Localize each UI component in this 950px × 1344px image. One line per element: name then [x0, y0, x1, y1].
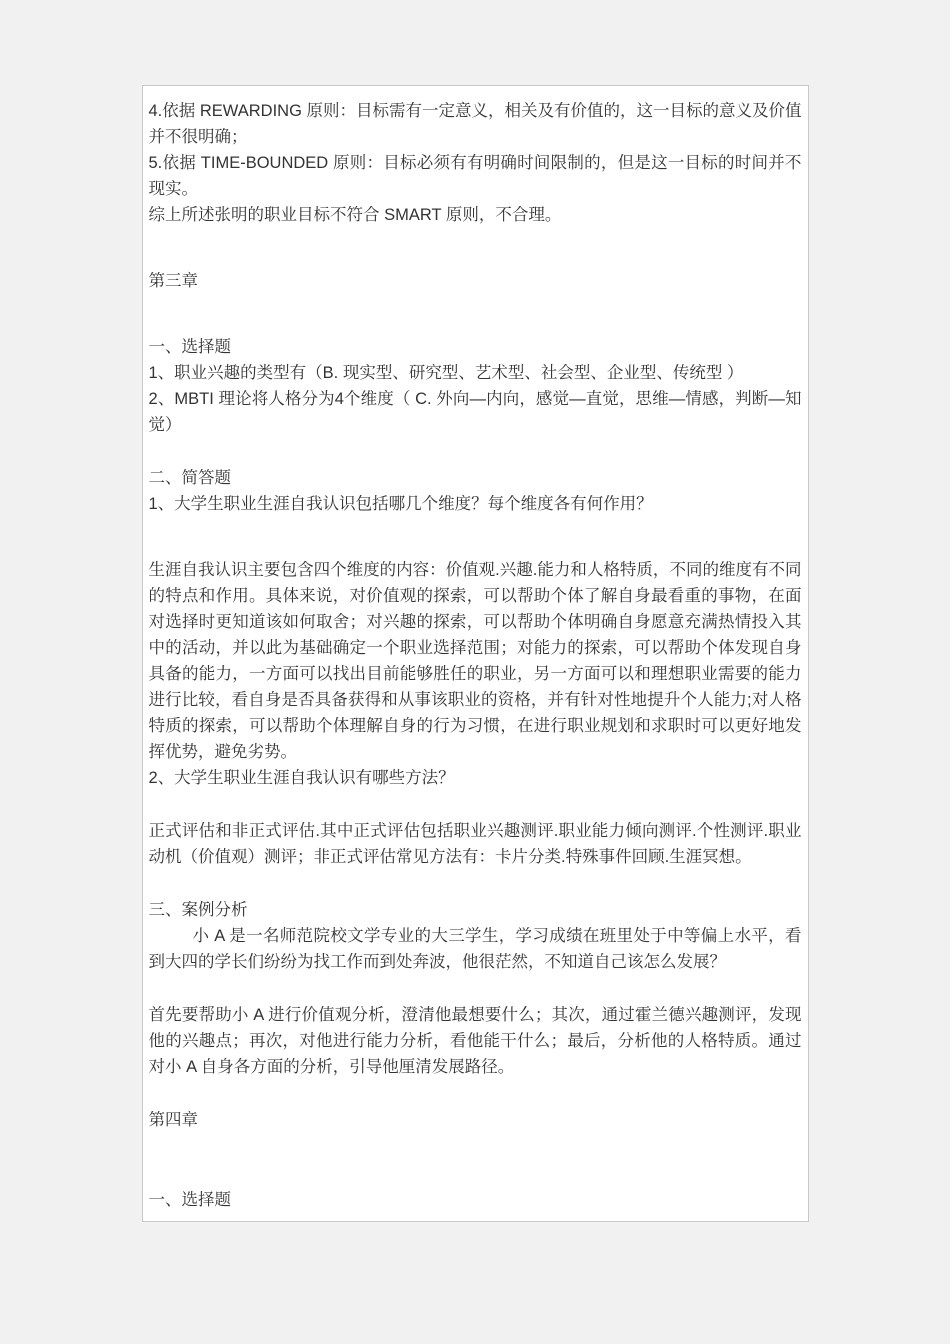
paragraph-rewarding-principle: 4.依据 REWARDING 原则：目标需有一定意义，相关及有价值的，这一目标的意义及价值并不很明确； — [148, 102, 802, 146]
blank-line — [149, 1080, 802, 1107]
paragraph-timebounded-principle: 5.依据 TIME-BOUNDED 原则：目标必须有有明确时间限制的，但是这一目标的时间并不现实。 — [148, 154, 802, 198]
chapter-3-heading: 第三章 — [148, 272, 198, 290]
paragraph-short-answer-a2: 正式评估和非正式评估.其中正式评估包括职业兴趣测评.职业能力倾向测评.个性测评.职业动机（价值观）测评；非正式评估常见方法有：卡片分类.特殊事件回顾.生涯冥想。 — [148, 822, 802, 866]
paragraph-choice-q2: 2、MBTI 理论将人格分为4个维度（ C. 外向—内向，感觉—直觉，思维—情感，判断—知觉） — [148, 390, 802, 434]
blank-line — [149, 791, 802, 818]
blank-line — [149, 438, 802, 465]
chapter-4-heading: 第四章 — [148, 1111, 198, 1129]
paragraph-case-description: 小 A 是一名师范院校文学专业的大三学生，学习成绩在班里处于中等偏上水平，看到大四的学长们纷纷为找工作而到处奔波，他很茫然，不知道自己该怎么发展？ — [148, 927, 802, 971]
section-choice-questions-heading: 一、选择题 — [148, 338, 231, 356]
blank-line — [149, 870, 802, 897]
paragraph-short-answer-a1: 生涯自我认识主要包含四个维度的内容：价值观.兴趣.能力和人格特质，不同的维度有不同的特点和作用。具体来说，对价值观的探索，可以帮助个体了解自身最看重的事物，在面对选择时更知道该如何取舍；对兴趣的探索，可以帮助个体明确自身愿意充满热情投入其中的活动，并以此为基础确定一个职业选择范围；对能力的探索，可以帮助个体发现自身具备的能力，一方面可以找出目前能够胜任的职业，另一方面可以和理想职业需要的能力进行比较，看自身是否具备获得和从事该职业的资格，并有针对性地提升个人能力;对人格特质的探索，可以帮助个体理解自身的行为习惯，在进行职业规划和求职时可以更好地发挥优势，避免劣势。 — [148, 561, 802, 761]
paragraph-smart-conclusion: 综上所述张明的职业目标不符合 SMART 原则，不合理。 — [148, 206, 562, 224]
paragraph-choice-q1: 1、职业兴趣的类型有（B. 现实型、研究型、艺术型、社会型、企业型、传统型 ） — [148, 364, 744, 382]
blank-line — [149, 975, 802, 1002]
blank-line — [149, 294, 802, 334]
paragraph-case-answer: 首先要帮助小 A 进行价值观分析，澄清他最想要什么；其次，通过霍兰德兴趣测评，发现他的兴趣点；再次，对他进行能力分析，看他能干什么；最后，分析他的人格特质。通过对小 A 自身各方面的分析，引导他厘清发展路径。 — [148, 1006, 802, 1076]
blank-line — [149, 228, 802, 268]
paragraph-short-answer-q1: 1、大学生职业生涯自我认识包括哪几个维度？每个维度各有何作用？ — [148, 495, 653, 513]
section-short-answer-heading: 二、简答题 — [148, 469, 231, 487]
paragraph-short-answer-q2: 2、大学生职业生涯自我认识有哪些方法？ — [148, 769, 455, 787]
blank-line — [149, 1133, 802, 1187]
blank-line — [149, 517, 802, 557]
document-page — [142, 85, 809, 1222]
section-choice-questions-heading-ch4: 一、选择题 — [148, 1191, 231, 1209]
section-case-analysis-heading: 三、案例分析 — [148, 901, 248, 919]
